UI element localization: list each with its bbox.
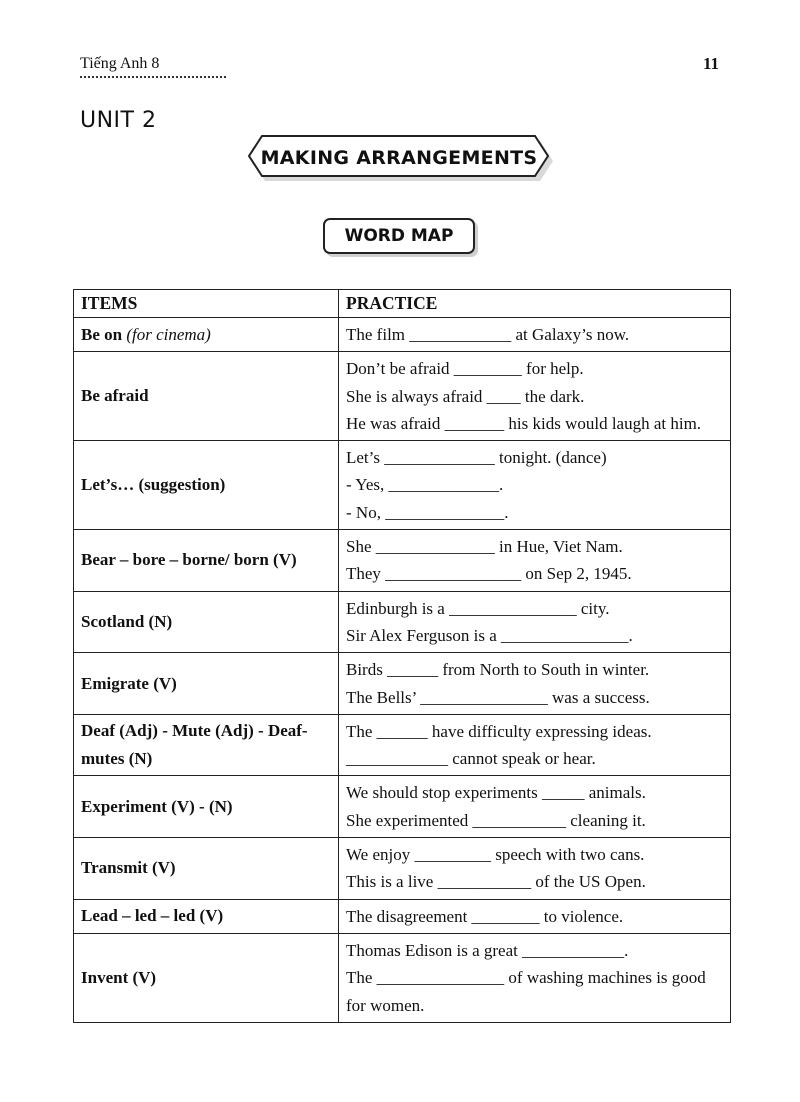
table-row <box>74 318 731 352</box>
item-term: Deaf (Adj) - Mute (Adj) - Deaf-mutes (N) <box>81 721 308 769</box>
item-cell <box>74 530 339 592</box>
practice-cell <box>339 441 731 530</box>
practice-cell <box>339 714 731 776</box>
practice-sentence: The ______ have difficulty expressing ideas. <box>346 721 652 741</box>
table-row <box>74 352 731 441</box>
item-cell <box>74 933 339 1022</box>
column-header-practice: PRACTICE <box>339 290 731 318</box>
table-row <box>74 441 731 530</box>
table-row <box>74 714 731 776</box>
practice-cell <box>339 591 731 653</box>
practice-cell <box>339 318 731 352</box>
practice-sentence: Sir Alex Ferguson is a _______________. <box>346 625 633 645</box>
item-cell <box>74 838 339 900</box>
practice-sentence: She is always afraid ____ the dark. <box>346 386 585 406</box>
practice-sentence: The film ____________ at Galaxy’s now. <box>346 325 630 344</box>
table-header-row <box>74 290 731 318</box>
practice-cell <box>339 838 731 900</box>
table-row <box>74 530 731 592</box>
item-term: Be afraid <box>81 386 149 406</box>
practice-sentence: They ________________ on Sep 2, 1945. <box>346 564 632 584</box>
item-cell <box>74 776 339 838</box>
item-term: Lead – led – led (V) <box>81 906 224 926</box>
table-row <box>74 653 731 715</box>
unit-title-banner <box>245 134 553 182</box>
practice-cell <box>339 352 731 441</box>
practice-sentence: She ______________ in Hue, Viet Nam. <box>346 537 623 557</box>
unit-label: UNIT 2 <box>80 108 157 133</box>
item-term: Emigrate (V) <box>81 673 177 693</box>
practice-sentence: The _______________ of washing machines is good for women. <box>346 968 706 1015</box>
practice-sentence: He was afraid _______ his kids would laugh at him. <box>346 413 702 433</box>
table-row <box>74 591 731 653</box>
item-term: Invent (V) <box>81 967 157 987</box>
word-map-table <box>73 289 731 1023</box>
item-note: (for cinema) <box>126 324 211 344</box>
table-row <box>74 838 731 900</box>
item-term: Bear – bore – borne/ born (V) <box>81 550 297 570</box>
practice-sentence: Birds ______ from North to South in winter. <box>346 660 650 680</box>
practice-sentence: We enjoy _________ speech with two cans. <box>346 845 645 865</box>
page-number: 11 <box>703 54 720 73</box>
unit-title: MAKING ARRANGEMENTS <box>260 147 538 169</box>
table-row <box>74 899 731 933</box>
item-cell <box>74 653 339 715</box>
practice-sentence: Don’t be afraid ________ for help. <box>346 359 584 379</box>
practice-sentence: Thomas Edison is a great ____________. <box>346 940 629 960</box>
practice-sentence: She experimented ___________ cleaning it. <box>346 810 646 830</box>
practice-cell <box>339 899 731 933</box>
practice-sentence: Edinburgh is a _______________ city. <box>346 598 610 618</box>
table-row <box>74 776 731 838</box>
practice-cell <box>339 530 731 592</box>
practice-sentence: The Bells’ _______________ was a success. <box>346 687 650 707</box>
practice-sentence: We should stop experiments _____ animals. <box>346 783 646 803</box>
practice-cell <box>339 653 731 715</box>
item-term: Be on <box>81 324 127 344</box>
book-title: Tiếng Anh 8 <box>80 55 226 78</box>
practice-sentence: This is a live ___________ of the US Open. <box>346 872 646 892</box>
item-term: Transmit (V) <box>81 858 176 878</box>
practice-sentence: Let’s _____________ tonight. (dance) <box>346 448 607 468</box>
practice-cell <box>339 776 731 838</box>
table-row <box>74 933 731 1022</box>
section-title: WORD MAP <box>323 218 475 254</box>
item-term: Scotland (N) <box>81 611 173 631</box>
item-cell <box>74 899 339 933</box>
practice-sentence: ____________ cannot speak or hear. <box>346 749 596 769</box>
item-term: Experiment (V) - (N) <box>81 796 233 816</box>
item-cell <box>74 352 339 441</box>
practice-sentence: - Yes, _____________. <box>346 475 504 495</box>
item-term: Let’s… (suggestion) <box>81 475 226 495</box>
practice-sentence: The disagreement ________ to violence. <box>346 906 624 926</box>
practice-sentence: - No, ______________. <box>346 502 509 522</box>
practice-cell <box>339 933 731 1022</box>
item-cell <box>74 591 339 653</box>
column-header-items: ITEMS <box>74 290 339 318</box>
item-cell <box>74 714 339 776</box>
item-cell <box>74 318 339 352</box>
item-cell <box>74 441 339 530</box>
